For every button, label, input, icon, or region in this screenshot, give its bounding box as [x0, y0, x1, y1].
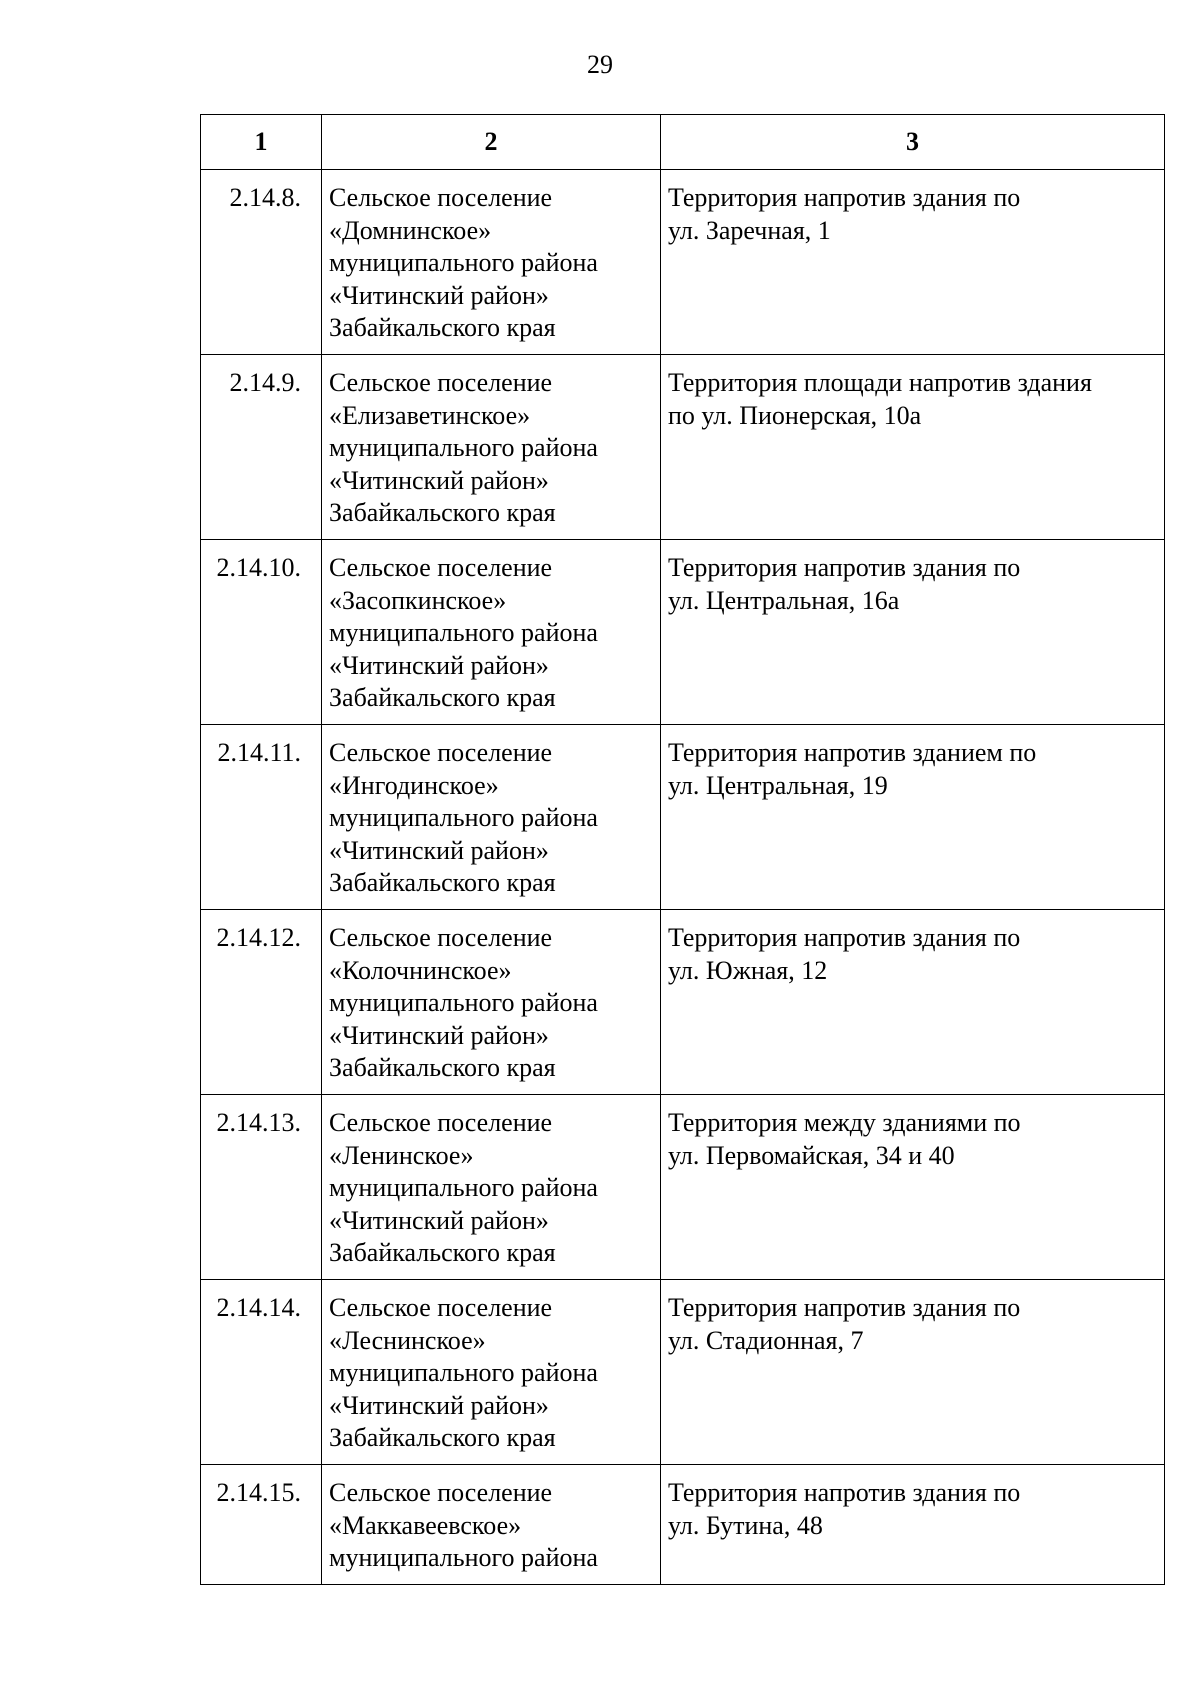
settlements-table [200, 114, 1165, 1585]
territory-cell [661, 1095, 1165, 1280]
territory-line: Территория площади напротив здания [668, 368, 1092, 397]
settlement-line: «Читинский район» [329, 835, 549, 865]
settlement-line: «Читинский район» [329, 465, 549, 495]
table-row [201, 1095, 1165, 1280]
row-number: 2.14.11. [201, 725, 322, 910]
settlement-line: Сельское поселение [329, 1293, 553, 1322]
row-number: 2.14.15. [201, 1465, 322, 1585]
territory-line: по ул. Пионерская, 10а [668, 400, 922, 430]
territory-line: Территория напротив здания по [668, 553, 1021, 582]
settlement-line: «Маккавеевское» [329, 1510, 522, 1540]
settlement-line: муниципального района [329, 803, 598, 832]
territory-line: ул. Центральная, 19 [668, 770, 888, 800]
table-row [201, 725, 1165, 910]
table-header-row [201, 115, 1165, 170]
row-number: 2.14.13. [201, 1095, 322, 1280]
territory-cell [661, 910, 1165, 1095]
settlement-line: «Ленинское» [329, 1140, 474, 1170]
settlement-line: Забайкальского края [329, 1053, 556, 1082]
territory-line: ул. Южная, 12 [668, 955, 828, 985]
settlement-cell [322, 170, 661, 355]
settlement-line: «Читинский район» [329, 280, 549, 310]
territory-cell [661, 1280, 1165, 1465]
settlement-line: «Колочнинское» [329, 955, 512, 985]
settlement-line: Забайкальского края [329, 498, 556, 527]
settlement-line: Сельское поселение [329, 1108, 553, 1137]
table-row [201, 355, 1165, 540]
row-number: 2.14.9. [201, 355, 322, 540]
settlement-line: муниципального района [329, 1358, 598, 1387]
settlement-line: Забайкальского края [329, 1238, 556, 1267]
territory-line: Территория между зданиями по [668, 1108, 1021, 1137]
settlement-line: муниципального района [329, 1543, 598, 1572]
territory-line: ул. Центральная, 16а [668, 585, 900, 615]
table-row [201, 910, 1165, 1095]
settlement-line: Сельское поселение [329, 1478, 553, 1507]
territory-line: ул. Заречная, 1 [668, 215, 831, 245]
settlement-line: «Елизаветинское» [329, 400, 531, 430]
column-header-3: 3 [661, 115, 1165, 170]
row-number: 2.14.10. [201, 540, 322, 725]
settlement-cell [322, 910, 661, 1095]
settlement-line: «Читинский район» [329, 1020, 549, 1050]
territory-cell [661, 1465, 1165, 1585]
table-body [201, 170, 1165, 1585]
settlement-line: «Засопкинское» [329, 585, 507, 615]
table-row [201, 540, 1165, 725]
territory-line: ул. Первомайская, 34 и 40 [668, 1140, 955, 1170]
territory-line: Территория напротив здания по [668, 923, 1021, 952]
settlement-line: «Читинский район» [329, 1205, 549, 1235]
settlement-line: «Читинский район» [329, 650, 549, 680]
settlement-line: муниципального района [329, 248, 598, 277]
table-row [201, 1465, 1165, 1585]
settlement-cell [322, 1465, 661, 1585]
table-row [201, 170, 1165, 355]
settlement-line: «Ингодинское» [329, 770, 499, 800]
territory-cell [661, 355, 1165, 540]
territory-line: Территория напротив зданием по [668, 738, 1037, 767]
settlement-line: Сельское поселение [329, 923, 553, 952]
column-header-2: 2 [322, 115, 661, 170]
page-number: 29 [587, 50, 613, 79]
settlement-line: муниципального района [329, 988, 598, 1017]
settlement-line: муниципального района [329, 1173, 598, 1202]
settlement-cell [322, 540, 661, 725]
settlement-line: Сельское поселение [329, 183, 553, 212]
settlement-cell [322, 1280, 661, 1465]
settlement-line: Забайкальского края [329, 313, 556, 342]
territory-line: Территория напротив здания по [668, 1478, 1021, 1507]
settlement-line: «Домнинское» [329, 215, 492, 245]
settlement-line: «Леснинское» [329, 1325, 486, 1355]
row-number: 2.14.8. [201, 170, 322, 355]
settlement-line: Забайкальского края [329, 868, 556, 897]
territory-cell [661, 540, 1165, 725]
territory-cell [661, 725, 1165, 910]
settlement-line: Сельское поселение [329, 553, 553, 582]
settlement-line: Сельское поселение [329, 738, 553, 767]
territory-line: Территория напротив здания по [668, 1293, 1021, 1322]
settlement-cell [322, 355, 661, 540]
settlement-line: Сельское поселение [329, 368, 553, 397]
settlement-cell [322, 725, 661, 910]
column-header-1: 1 [201, 115, 322, 170]
settlement-line: Забайкальского края [329, 1423, 556, 1452]
territory-cell [661, 170, 1165, 355]
settlement-line: муниципального района [329, 618, 598, 647]
settlement-cell [322, 1095, 661, 1280]
territory-line: ул. Стадионная, 7 [668, 1325, 864, 1355]
row-number: 2.14.14. [201, 1280, 322, 1465]
settlement-line: муниципального района [329, 433, 598, 462]
territory-line: ул. Бутина, 48 [668, 1510, 823, 1540]
table-row [201, 1280, 1165, 1465]
territory-line: Территория напротив здания по [668, 183, 1021, 212]
settlement-line: «Читинский район» [329, 1390, 549, 1420]
row-number: 2.14.12. [201, 910, 322, 1095]
settlement-line: Забайкальского края [329, 683, 556, 712]
